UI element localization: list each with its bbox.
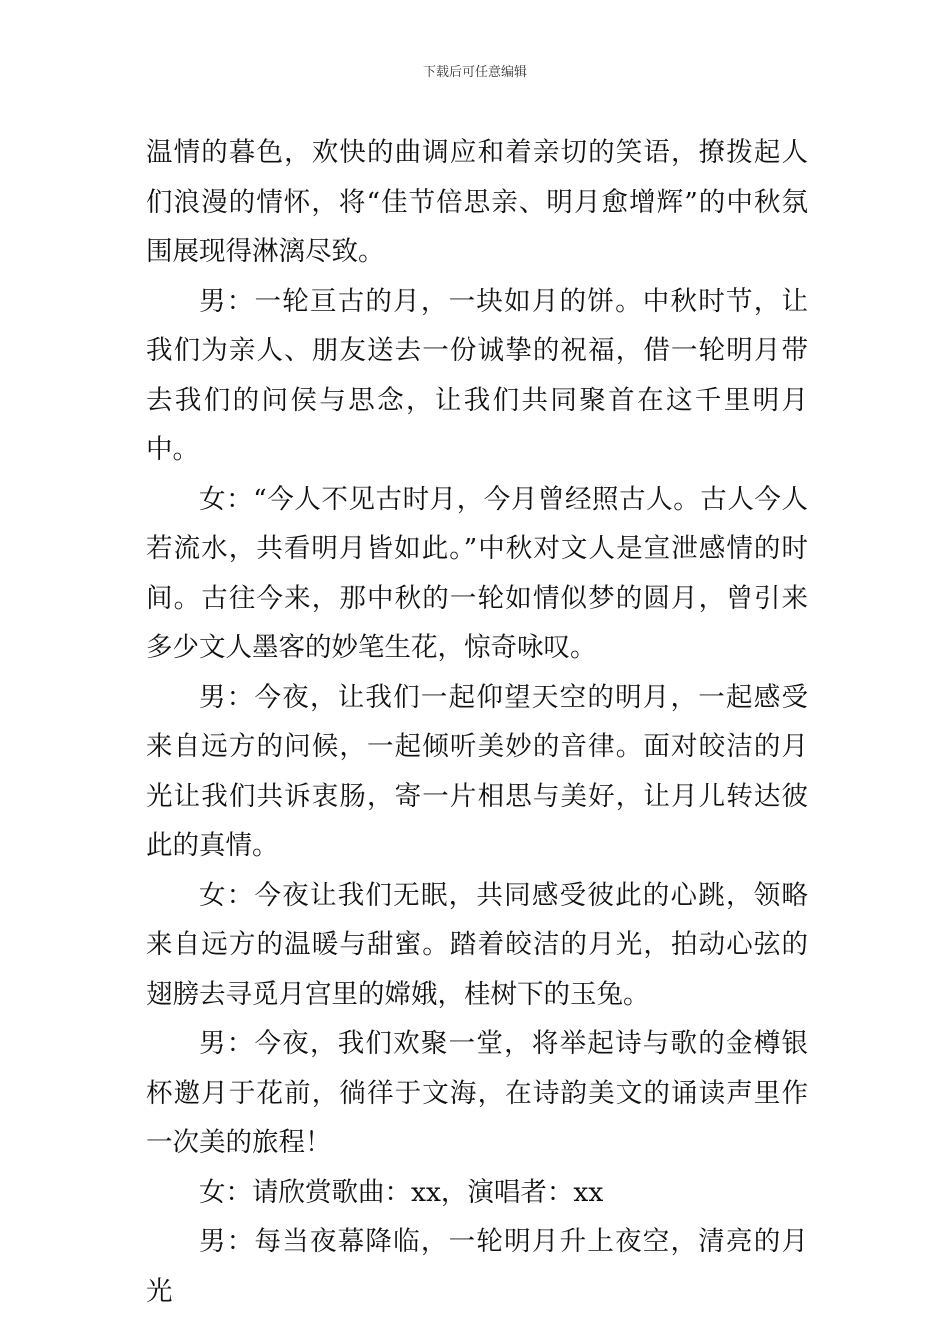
paragraph-8: 男：每当夜幕降临，一轮明月升上夜空，清亮的月光 (146, 1226, 808, 1307)
paragraph-6: 男：今夜，我们欢聚一堂，将举起诗与歌的金樽银杯邀月于花前，徜徉于文海，在诗韵美文的诵读声里作一次美的旅程！ (146, 1028, 808, 1158)
document-body (146, 128, 808, 1316)
paragraph-5: 女：今夜让我们无眠，共同感受彼此的心跳，领略来自远方的温暖与甜蜜。踏着皎洁的月光，拍动心弦的翅膀去寻觅月宫里的嫦娥，桂树下的玉兔。 (146, 879, 808, 1010)
paragraph-1: 温情的暮色，欢快的曲调应和着亲切的笑语，撩拨起人们浪漫的情怀，将“佳节倍思亲、明月愈增辉”的中秋氛围展现得淋漓尽致。 (146, 137, 808, 267)
paragraph-3: 女：“今人不见古时月，今月曾经照古人。古人今人若流水，共看明月皆如此。”中秋对文人是宣泄感情的时间。古往今来，那中秋的一轮如情似梦的圆月，曾引来多少文人墨客的妙笔生花，惊奇咏叹。 (146, 483, 808, 663)
paragraph-7: 女：请欣赏歌曲：xx，演唱者：xx (199, 1176, 604, 1208)
paragraph-4: 男：今夜，让我们一起仰望天空的明月，一起感受来自远方的问候，一起倾听美妙的音律。面对皎洁的月光让我们共诉衷肠，寄一片相思与美好，让月儿转达彼此的真情。 (146, 681, 808, 861)
page-header: 下载后可任意编辑 (422, 65, 527, 80)
paragraph-2: 男：一轮亘古的月，一块如月的饼。中秋时节，让我们为亲人、朋友送去一份诚挚的祝福，借一轮明月带去我们的问侯与思念，让我们共同聚首在这千里明月中。 (146, 285, 808, 465)
